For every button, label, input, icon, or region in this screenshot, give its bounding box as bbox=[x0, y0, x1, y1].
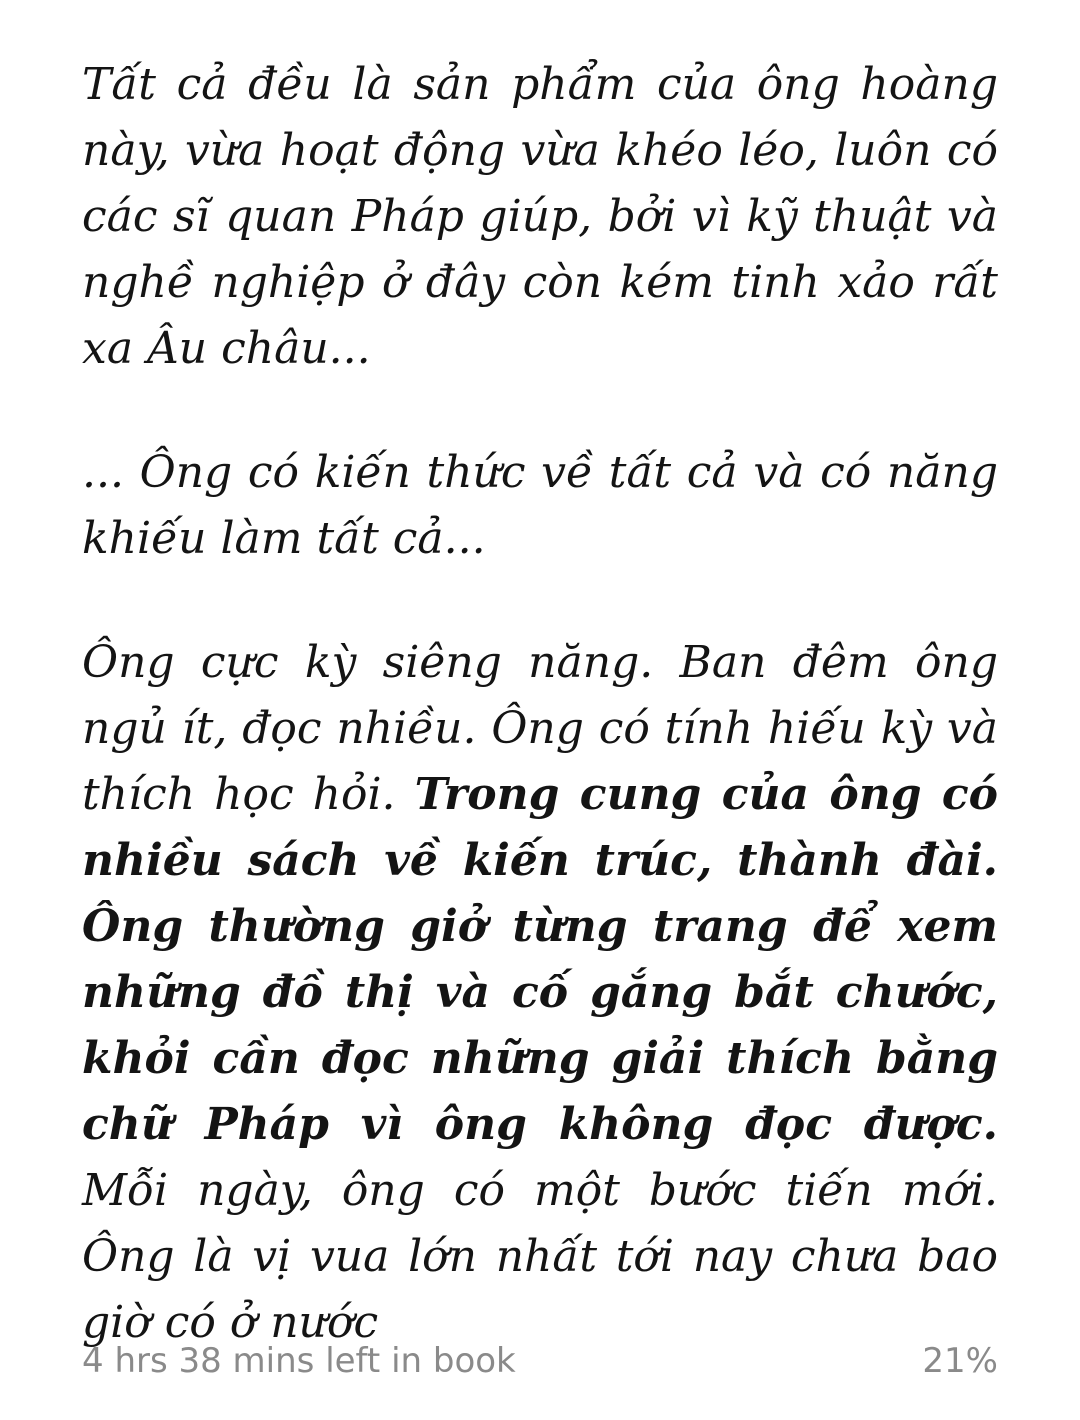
paragraph-1-text: Tất cả đều là sản phẩm của ông hoàng này, vừa hoạt động vừa khéo léo, luôn có các sĩ quan Pháp giúp, bởi vì kỹ thuật và nghề nghiệp ở đây còn kém tinh xảo rất xa Âu châu... bbox=[82, 59, 998, 374]
paragraph-2 bbox=[82, 440, 998, 572]
reading-area[interactable] bbox=[82, 52, 998, 1356]
paragraph-3-text-end: Mỗi ngày, ông có một bước tiến mới. Ông là vị vua lớn nhất tới nay chưa bao giờ có ở nước bbox=[82, 1165, 998, 1348]
reading-progress-footer bbox=[82, 1336, 998, 1386]
paragraph-1 bbox=[82, 52, 998, 382]
paragraph-3 bbox=[82, 630, 998, 1356]
paragraph-3-text-start: Ông cực kỳ siêng năng. Ban đêm ông ngủ ít, đọc nhiều. Ông có tính hiếu kỳ và thích học hỏi. bbox=[82, 637, 998, 820]
paragraph-3-highlighted-text: Trong cung của ông có nhiều sách về kiến trúc, thành đài. Ông thường giở từng trang để xem những đồ thị và cố gắng bắt chước, khỏi cần đọc những giải thích bằng chữ Pháp vì ông không đọc được. bbox=[82, 769, 998, 1150]
progress-percent: 21% bbox=[922, 1341, 998, 1381]
paragraph-2-text: ... Ông có kiến thức về tất cả và có năng khiếu làm tất cả... bbox=[82, 447, 998, 564]
time-left-label: 4 hrs 38 mins left in book bbox=[82, 1341, 516, 1381]
